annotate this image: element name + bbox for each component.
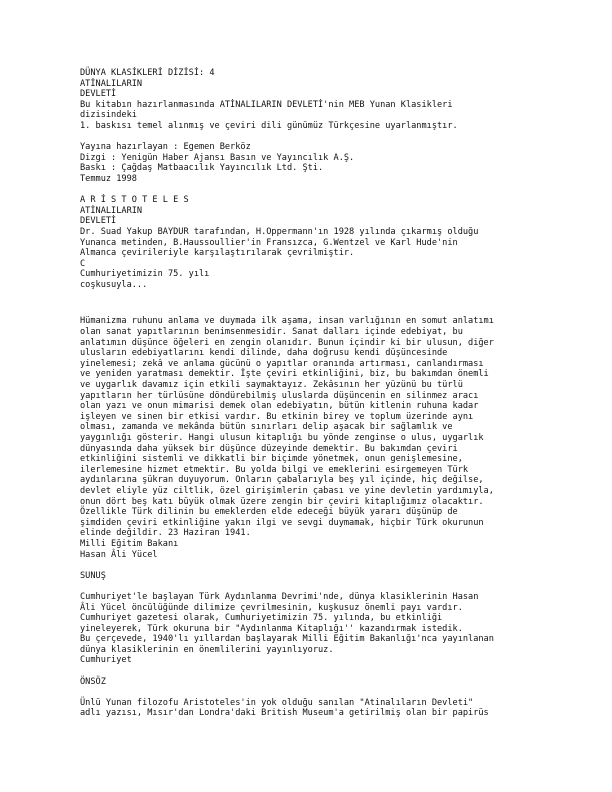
foreword-line: olan yazı ve onun mimarisi demek olan edebiyatın, bütün kitlenin ruhuna kadar — [80, 401, 479, 412]
foreword-line: onun dört beş katı büyük olmak üzere zengin bir çeviri kitaplığımız olacaktır. — [80, 496, 484, 507]
credits-block — [80, 142, 600, 184]
edition-note-line: dizisindeki — [80, 110, 137, 121]
book-title-line-1: ATİNALILARIN — [80, 78, 143, 89]
onsoz-line: adlı yazısı, Mısır'dan Londra'daki British Museum'a getirilmiş olan bir papirüs — [80, 708, 489, 719]
foreword-line: yapıtların her türlüsüne döndürebilmiş uluslarda düşüncenin en silinmez aracı — [80, 390, 479, 401]
spacer — [80, 560, 600, 571]
foreword-line: anlatımın düşünce öğeleri en zengin olanıdır. Bunun içindir ki bir ulusun, diğer — [80, 337, 494, 348]
sunus-signature: Cumhuriyet — [80, 655, 132, 666]
spacer — [80, 185, 600, 196]
foreword-line: ve yeniden yaratması demektir. İşte çeviri etkinliğini, biz, bu bakımdan önemli — [80, 369, 489, 380]
publisher-mark: C — [80, 258, 86, 269]
foreword-line: ve uygarlık davamız için etkili saymaktayız. Zekâsının her yüzünü bu türlü — [80, 380, 463, 391]
sunus-line: yineleyerek, Türk okuruna bir "Aydınlanma Kitaplığı'' kazandırmak istedik. — [80, 623, 463, 634]
foreword-line: ilerlemesine hizmet etmektir. Bu yolda bilgi ve emeklerini esirgemeyen Türk — [80, 464, 469, 475]
dedication-line: coşkusuyla... — [80, 279, 148, 290]
book-title-line-2: DEVLETİ — [80, 89, 117, 100]
sunus-line: Âli Yücel öncülüğünde dilimize çevrilmesinin, kuşkusuz önemli payı vardır. — [80, 602, 463, 613]
spacer — [80, 290, 600, 316]
sunus-line: Cumhuriyet'le başlayan Türk Aydınlanma Devrimi'nde, dünya klasiklerinin Hasan — [80, 591, 479, 602]
publication-date: Temmuz 1998 — [80, 173, 137, 184]
onsoz-section — [80, 677, 600, 719]
spacer — [80, 132, 600, 143]
sunus-section — [80, 571, 600, 666]
printing-credit: Baskı : Çağdaş Matbaacılık Yayıncılık Ltd. Şti. — [80, 163, 324, 174]
spacer — [80, 581, 600, 592]
signatory-name: Hasan Âli Yücel — [80, 549, 158, 560]
foreword-line: devlet eliyle yüz ciltlik, özel girişimlerin çabası ve yine devletin yardımıyla, — [80, 485, 494, 496]
spacer — [80, 666, 600, 677]
foreword-date: elinde değildir. 23 Haziran 1941. — [80, 528, 251, 539]
sunus-line: dünya klasiklerinin en önemlilerini yayınlıyoruz. — [80, 644, 334, 655]
foreword-line: aydınlarına şükran duyuyorum. Onların çabalarıyla beş yıl içinde, hiç değilse, — [80, 475, 484, 486]
foreword-line: yaygınlığı gösterir. Hangi ulusun kitaplığı bu yönde zenginse o ulus, uygarlık — [80, 433, 484, 443]
foreword-line: olan sanat yapıtlarının benimsenmesidir. Sanat dalları içinde edebiyat, bu — [80, 327, 463, 338]
foreword-line: olması, zamanda ve mekânda bütün sınırları delip aşacak bir sağlamlık ve — [80, 422, 453, 433]
onsoz-line: Ünlü Yunan filozofu Aristoteles'in yok olduğu sanılan "Atinalıların Devleti" — [80, 697, 474, 708]
foreword-text — [80, 316, 600, 560]
foreword-line: yinelemesi; zekâ ve anlama gücünü o yapıtlar oranında artırması, canlandırması — [80, 358, 484, 369]
edition-note-line: 1. baskısı temel alınmış ve çeviri dili günümüz Türkçesine uyarlanmıştır. — [80, 120, 458, 131]
foreword-line: şimdiden çeviri etkinliğine yakın ilgi ve sevgi duymamak, hiçbir Türk okurunun — [80, 517, 484, 528]
foreword-line: Hümanizma ruhunu anlama ve duymada ilk aşama, insan varlığının en somut anlatımı — [80, 316, 494, 327]
series-title: DÜNYA KLASİKLERİ DİZİSİ: 4 — [80, 68, 215, 78]
section-heading-sunus: SUNUŞ — [80, 570, 106, 581]
foreword-line: Özellikle Türk dilinin bu emeklerden elde edeceği büyük yararı düşünüp de — [80, 507, 458, 518]
document-body — [80, 68, 600, 719]
translator-note-line: Yunanca metinden, B.Haussoullier'in Fransızca, G.Wentzel ve Karl Hude'nin — [80, 237, 458, 248]
editor-credit: Yayına hazırlayan : Egemen Berköz — [80, 142, 251, 153]
section-heading-onsoz: ÖNSÖZ — [80, 676, 106, 687]
signatory-title: Milli Eğitim Bakanı — [80, 538, 179, 549]
series-header — [80, 68, 600, 132]
edition-note-line: Bu kitabın hazırlanmasında ATİNALILARIN DEVLETİ'nin MEB Yunan Klasikleri — [80, 99, 453, 110]
typesetting-credit: Dizgi : Yenigün Haber Ajansı Basın ve Yayıncılık A.Ş. — [80, 152, 355, 163]
dedication-line: Cumhuriyetimizin 75. yılı — [80, 269, 210, 280]
translator-note-line: Almanca çevirileriyle karşılaştırılarak çevrilmiştir. — [80, 248, 355, 259]
translator-note-line: Dr. Suad Yakup BAYDUR tarafından, H.Oppermann'ın 1928 yılında çıkarmış olduğu — [80, 226, 479, 237]
title-block — [80, 195, 600, 290]
work-title-line-1: ATİNALILARIN — [80, 205, 143, 216]
foreword-line: etkinliğini sistemli ve dikkatli bir biçimde yönetmek, onun genişlemesine, — [80, 454, 463, 465]
sunus-line: Cumhuriyet gazetesi olarak, Cumhuriyetimizin 75. yılında, bu etkinliği — [80, 613, 443, 624]
work-title-line-2: DEVLETİ — [80, 216, 117, 227]
foreword-line: işleyen ve sinen bir etkisi vardır. Bu etkinin birey ve toplum üzerinde aynı — [80, 411, 474, 422]
foreword-line: dünyasında daha yüksek bir düşünce düzeyinde demektir. Bu bakımdan çeviri — [80, 443, 458, 454]
author-name: A R İ S T O T E L E S — [80, 195, 189, 206]
spacer — [80, 687, 600, 698]
foreword-line: ulusların edebiyatlarını kendi dilinde, daha doğrusu kendi düşüncesinde — [80, 348, 448, 359]
sunus-line: Bu çerçevede, 1940'lı yıllardan başlayarak Milli Eğitim Bakanlığı'nca yayınlanan — [80, 634, 494, 645]
